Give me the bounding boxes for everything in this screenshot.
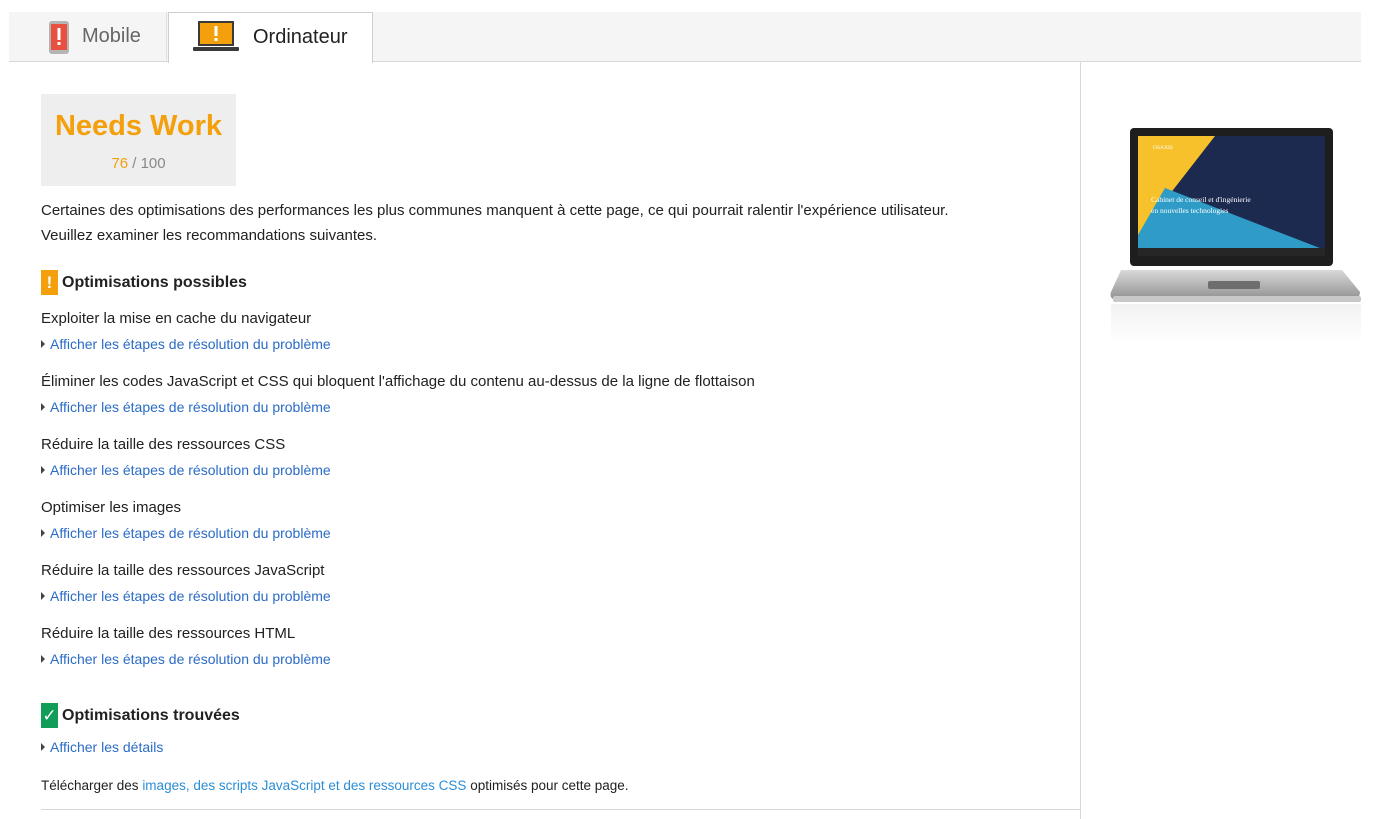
- rule-link[interactable]: [41, 651, 331, 667]
- expand-arrow-icon: [41, 743, 45, 751]
- summary-text: [41, 198, 1061, 248]
- download-suffix: optimisés pour cette page.: [466, 778, 629, 793]
- desktop-preview: [1105, 120, 1365, 350]
- score-max: / 100: [132, 155, 166, 172]
- score-value: 76: [111, 155, 129, 172]
- rule-link-label: Afficher les étapes de résolution du problème: [50, 651, 331, 667]
- expand-arrow-icon: [41, 655, 45, 663]
- preview-headline-2: en nouvelles technologies: [1151, 206, 1229, 215]
- panel-divider: [1080, 62, 1081, 819]
- rule-link[interactable]: [41, 462, 331, 478]
- tab-mobile-label: Mobile: [82, 25, 141, 47]
- mobile-warning-icon: [48, 21, 70, 60]
- check-icon: ✓: [41, 703, 58, 728]
- rule-title: Réduire la taille des ressources JavaScript: [41, 562, 325, 579]
- preview-brand: OSAXIS: [1153, 145, 1173, 151]
- expand-arrow-icon: [41, 529, 45, 537]
- rule-link-label: Afficher les étapes de résolution du problème: [50, 462, 331, 478]
- rule-title: Optimiser les images: [41, 499, 182, 516]
- expand-arrow-icon: [41, 466, 45, 474]
- rule-link[interactable]: [41, 399, 331, 415]
- rule-link[interactable]: [41, 525, 331, 541]
- possible-optimisations-heading: [41, 270, 247, 295]
- bottom-divider: [41, 809, 1080, 810]
- score-title: Needs Work: [54, 110, 223, 142]
- found-heading-label: Optimisations trouvées: [62, 706, 240, 724]
- device-tab-bar: [9, 12, 1361, 62]
- rule-link[interactable]: [41, 588, 331, 604]
- possible-heading-label: Optimisations possibles: [62, 273, 247, 291]
- summary-line-2: Veuillez examiner les recommandations suivantes.: [41, 227, 377, 244]
- rule-link-label: Afficher les étapes de résolution du problème: [50, 336, 331, 352]
- score-box: [41, 94, 236, 186]
- found-optimisations-heading: [41, 703, 240, 728]
- preview-headline-1: Cabinet de conseil et d'ingénierie: [1151, 195, 1251, 204]
- rule-title: Réduire la taille des ressources HTML: [41, 625, 296, 642]
- rule-link[interactable]: [41, 336, 331, 352]
- show-details-label: Afficher les détails: [50, 739, 164, 755]
- tab-desktop[interactable]: [168, 12, 373, 63]
- expand-arrow-icon: [41, 403, 45, 411]
- tab-desktop-label: Ordinateur: [253, 26, 348, 48]
- expand-arrow-icon: [41, 592, 45, 600]
- rule-link-label: Afficher les étapes de résolution du problème: [50, 588, 331, 604]
- rule-link-label: Afficher les étapes de résolution du problème: [50, 525, 331, 541]
- rule-title: Réduire la taille des ressources CSS: [41, 436, 286, 453]
- download-resources-link[interactable]: images, des scripts JavaScript et des ressources CSS: [142, 778, 467, 793]
- rule-title: Éliminer les codes JavaScript et CSS qui bloquent l'affichage du contenu au-dessus de la ligne de flottaison: [41, 373, 755, 390]
- download-optimized-text: [41, 778, 629, 793]
- summary-line-1: Certaines des optimisations des performances les plus communes manquent à cette page, ce qui pourrait ralentir l'expérience utilisateur.: [41, 202, 949, 219]
- show-details-link[interactable]: [41, 739, 163, 755]
- score-line: [41, 155, 236, 172]
- desktop-warning-icon: [193, 21, 239, 59]
- download-prefix: Télécharger des: [41, 778, 143, 793]
- tab-mobile[interactable]: [9, 12, 167, 62]
- rule-link-label: Afficher les étapes de résolution du problème: [50, 399, 331, 415]
- warning-icon: !: [41, 270, 58, 295]
- laptop-illustration: [1105, 120, 1365, 350]
- rule-title: Exploiter la mise en cache du navigateur: [41, 310, 312, 327]
- expand-arrow-icon: [41, 340, 45, 348]
